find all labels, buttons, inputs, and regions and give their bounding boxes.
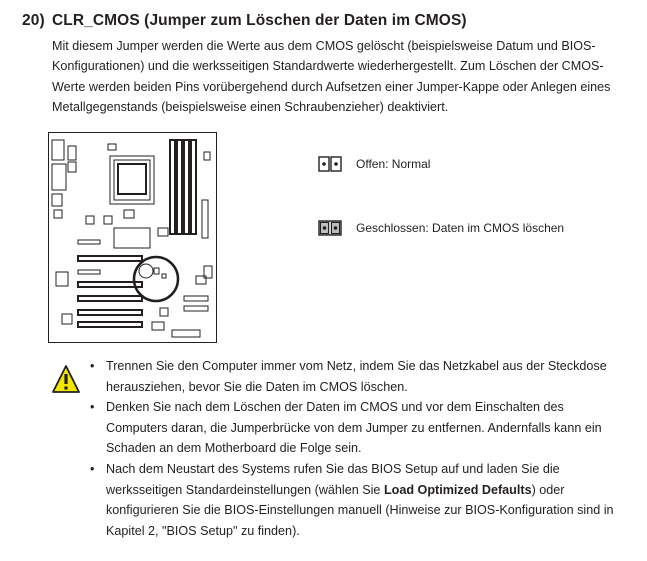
intro-line: Werte werden beiden Pins vorübergehend durch Aufsetzen einer Jumper-Kappe oder Anlegen eines xyxy=(52,79,611,94)
memory-slot xyxy=(177,140,182,234)
sata-connector xyxy=(184,296,208,301)
legend-open xyxy=(318,156,430,172)
rear-io-port xyxy=(52,194,62,206)
component xyxy=(104,216,112,224)
pci-slot xyxy=(78,296,142,301)
pcie-x16-slot xyxy=(78,282,142,287)
section-title: CLR_CMOS (Jumper zum Löschen der Daten im CMOS) xyxy=(52,12,467,29)
component xyxy=(124,210,134,218)
memory-slot xyxy=(184,140,189,234)
memory-slot xyxy=(170,140,175,234)
section-number: 20) xyxy=(22,12,45,29)
rear-io-port xyxy=(52,140,64,160)
legend-closed-label: Geschlossen: Daten im CMOS löschen xyxy=(356,221,565,235)
component xyxy=(204,152,210,160)
pci-slot xyxy=(78,322,142,327)
sata-connector xyxy=(184,306,208,311)
rear-io-port xyxy=(54,210,62,218)
component xyxy=(62,314,72,324)
component xyxy=(56,272,68,286)
warning-list xyxy=(90,356,620,541)
list-item xyxy=(90,459,620,541)
legend-closed xyxy=(318,220,564,236)
jumper-open-icon xyxy=(318,156,342,172)
pci-slot xyxy=(78,310,142,315)
clr-cmos-highlight xyxy=(134,257,178,301)
list-item-text: Nach dem Neustart des Systems rufen Sie das BIOS Setup auf und laden Sie die werksseitigen Standardeinstellungen (wählen Sie xyxy=(106,461,560,497)
atx-power-connector xyxy=(202,200,208,238)
rear-io-port xyxy=(52,164,66,190)
clr-cmos-jumper xyxy=(154,268,159,274)
chipset xyxy=(114,228,150,248)
pcie-x16-slot xyxy=(78,256,142,261)
load-optimized-defaults-label: Load Optimized Defaults xyxy=(383,482,532,497)
front-panel-header xyxy=(172,330,200,337)
memory-slot xyxy=(191,140,196,234)
cpu-socket-core xyxy=(118,164,146,194)
intro-line: Konfigurationen) und die werksseitigen Standardwerte wiederhergestellt. Zum Löschen der CMOS- xyxy=(52,59,604,74)
list-item: • Trennen Sie den Computer immer vom Netz, indem Sie das Netzkabel aus der Steckdose herausziehen, bevor Sie die Daten im CMOS löschen. xyxy=(90,356,620,397)
component xyxy=(152,322,164,330)
jumper-closed-icon xyxy=(318,220,342,236)
intro-line: Mit diesem Jumper werden die Werte aus dem CMOS gelöscht (beispielsweise Datum und BIOS- xyxy=(52,39,596,53)
legend-open-label: Offen: Normal xyxy=(356,157,431,171)
rear-io-port xyxy=(68,146,76,160)
warning-triangle-icon xyxy=(52,364,80,394)
motherboard-diagram xyxy=(48,132,218,344)
cmos-battery xyxy=(139,264,153,278)
component xyxy=(162,274,166,278)
list-item-text: ) oder konfigurieren Sie die BIOS-Einstellungen manuell (Hinweise zur BIOS-Konfiguration sind in Kapitel 2, "BIOS Setup" zu finden). xyxy=(106,482,614,538)
intro-paragraph xyxy=(52,36,612,117)
pcie-x1-slot xyxy=(78,270,100,274)
header xyxy=(68,162,76,172)
section-heading xyxy=(22,12,467,30)
component xyxy=(108,144,116,150)
component xyxy=(86,216,94,224)
intro-line: Metallgegenstands (beispielsweise einen Schraubenzieher) deaktiviert. xyxy=(52,99,449,114)
pcie-x1-slot xyxy=(78,240,100,244)
component xyxy=(160,308,168,316)
component xyxy=(158,228,168,236)
list-item: • Denken Sie nach dem Löschen der Daten im CMOS und vor dem Einschalten des Computers daran, die Jumperbrücke von dem Jumper zu entfernen. Andernfalls kann ein Schaden an dem Motherboard die Folge sein. xyxy=(90,397,620,459)
